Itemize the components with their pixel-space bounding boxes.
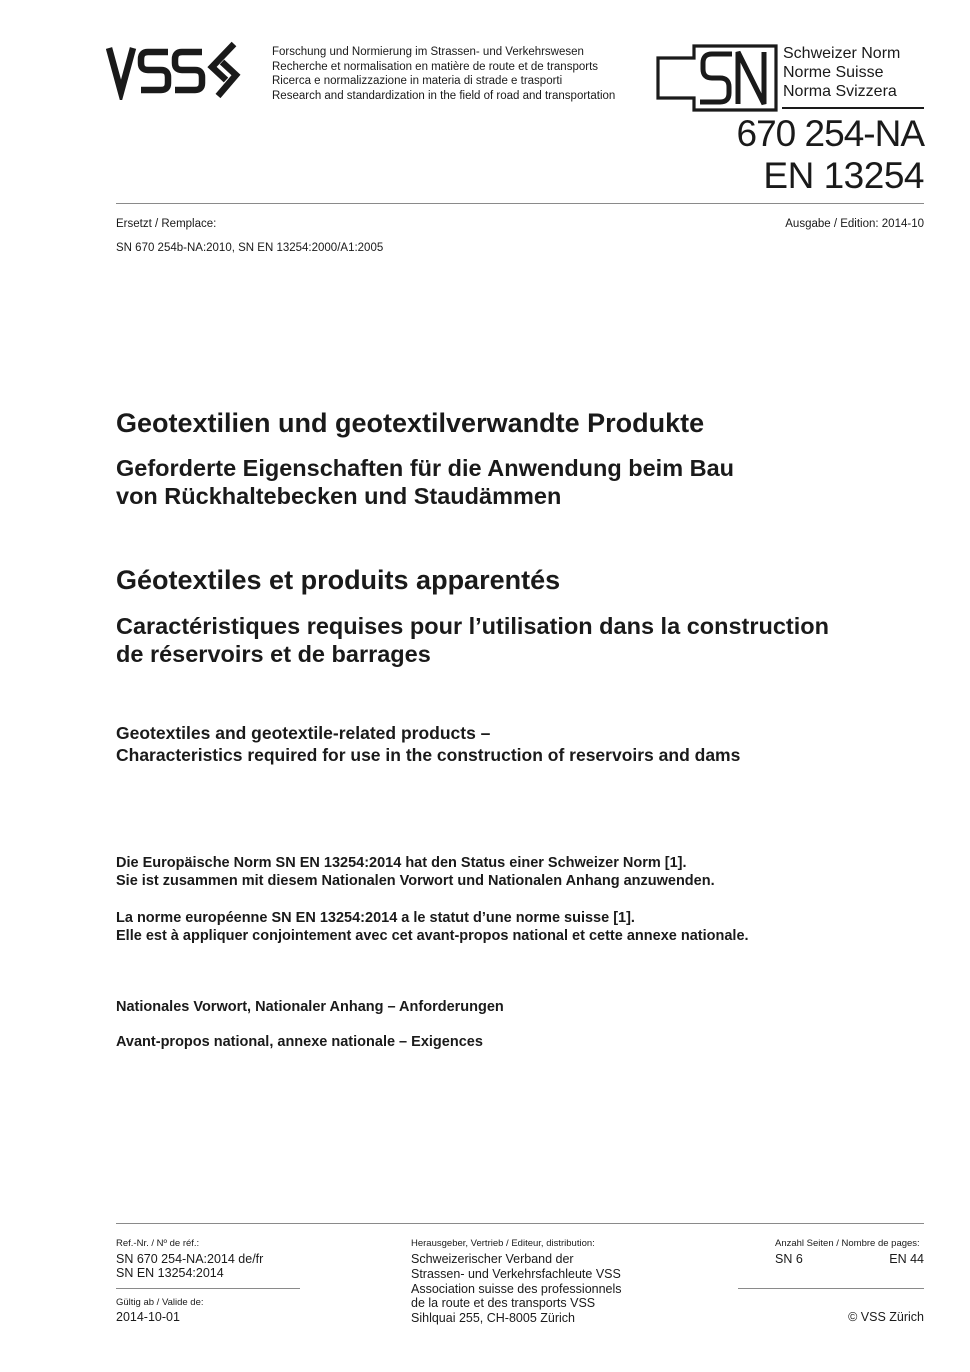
title-fr-sub-line: Caractéristiques requises pour l’utilisation dans la construction	[116, 613, 829, 639]
page-count-sn: SN 6	[775, 1252, 803, 1266]
header-divider	[116, 203, 924, 204]
reference-value: SN EN 13254:2014	[116, 1266, 224, 1280]
publisher-label: Herausgeber, Vertrieb / Editeur, distribution:	[411, 1238, 595, 1249]
replaced-value: SN 670 254b-NA:2010, SN EN 13254:2000/A1:2005	[116, 242, 384, 254]
sn-name-fr: Norme Suisse	[783, 64, 884, 81]
reference-label: Ref.-Nr. / Nº de réf.:	[116, 1238, 200, 1249]
page-count-rule	[738, 1288, 924, 1289]
status-fr	[116, 909, 749, 945]
tagline-en: Research and standardization in the field of road and transportation	[272, 89, 616, 102]
title-fr-sub-line: de réservoirs et de barrages	[116, 641, 431, 667]
status-de	[116, 854, 715, 890]
vss-tagline	[272, 45, 615, 103]
tagline-it: Ricerca e normalizzazione in materia di strade e trasporti	[272, 75, 563, 87]
replaced-label: Ersetzt / Remplace:	[116, 218, 217, 230]
title-de-sub-line: Geforderte Eigenschaften für die Anwendung beim Bau	[116, 455, 735, 481]
title-fr-main: Géotextiles et produits apparentés	[116, 565, 561, 595]
publisher-line: Schweizerischer Verband der	[411, 1252, 574, 1266]
sn-name-de: Schweizer Norm	[783, 45, 901, 62]
standard-number: 670 254-NA	[736, 113, 924, 154]
sn-logo	[656, 44, 778, 112]
title-de-sub-line: von Rückhaltebecken und Staudämmen	[116, 483, 562, 509]
sn-names	[783, 44, 900, 101]
reference-value: SN 670 254-NA:2014 de/fr	[116, 1252, 264, 1266]
tagline-de: Forschung und Normierung im Strassen- und Verkehrswesen	[272, 46, 584, 58]
sn-name-it: Norma Svizzera	[783, 83, 897, 100]
title-de-main: Geotextilien und geotextilverwandte Produkte	[116, 408, 705, 438]
title-en-line: Characteristics required for use in the construction of reservoirs and dams	[116, 745, 741, 765]
document-part-fr: Avant-propos national, annexe nationale – Exigences	[116, 1034, 483, 1050]
page-count-label: Anzahl Seiten / Nombre de pages:	[775, 1238, 920, 1249]
status-de-line: Sie ist zusammen mit diesem Nationalen Vorwort und Nationalen Anhang anzuwenden.	[116, 873, 715, 889]
reference-rule	[116, 1288, 300, 1289]
status-fr-line: La norme européenne SN EN 13254:2014 a le statut d’une norme suisse [1].	[116, 910, 635, 926]
copyright: © VSS Zürich	[848, 1310, 924, 1324]
vss-logo	[106, 40, 266, 100]
title-en	[116, 722, 740, 766]
en-number: EN 13254	[763, 155, 924, 196]
title-en-line: Geotextiles and geotextile-related products –	[116, 723, 491, 743]
publisher-line: de la route et des transports VSS	[411, 1296, 596, 1311]
edition-date: Ausgabe / Edition: 2014-10	[785, 218, 924, 230]
title-fr-sub	[116, 612, 829, 668]
valid-from-value: 2014-10-01	[116, 1310, 180, 1324]
publisher-address	[411, 1252, 622, 1326]
document-part-de: Nationales Vorwort, Nationaler Anhang – Anforderungen	[116, 999, 504, 1015]
title-de-sub	[116, 454, 734, 510]
tagline-fr: Recherche et normalisation en matière de route et de transports	[272, 60, 599, 73]
publisher-line: Strassen- und Verkehrsfachleute VSS	[411, 1266, 621, 1281]
publisher-line: Sihlquai 255, CH-8005 Zürich	[411, 1311, 575, 1326]
status-fr-line: Elle est à appliquer conjointement avec cet avant-propos national et cette annexe nationale.	[116, 928, 749, 944]
publisher-line: Association suisse des professionnels	[411, 1281, 622, 1296]
footer-divider	[116, 1223, 924, 1224]
sn-name-rule	[782, 107, 924, 109]
page-count-en: EN 44	[889, 1252, 924, 1266]
valid-from-label: Gültig ab / Valide de:	[116, 1297, 204, 1308]
status-de-line: Die Europäische Norm SN EN 13254:2014 hat den Status einer Schweizer Norm [1].	[116, 855, 687, 871]
